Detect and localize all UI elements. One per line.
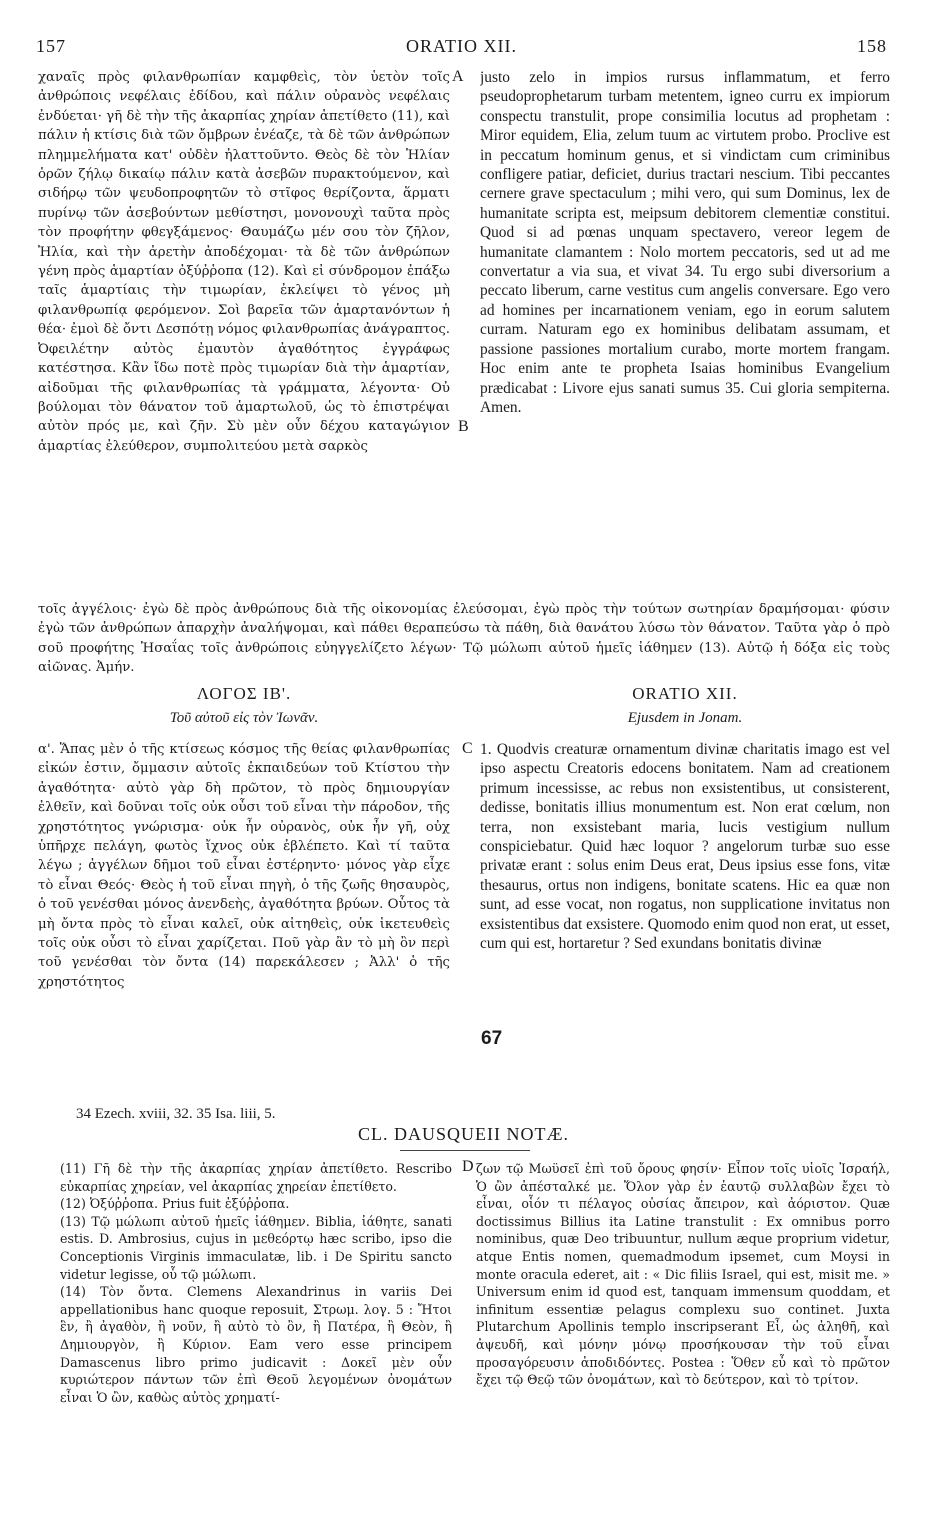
note-12: (12) Ὀξύῤῥοπα. Prius fuit ἐξύῤῥοπα.	[60, 1196, 290, 1212]
page-header	[36, 36, 887, 58]
latin-section-title: ORATIO XII.	[632, 684, 738, 703]
greek-body-column: α'. Ἅπας μὲν ὁ τῆς κτίσεως κόσμος τῆς θείας φιλανθρωπίας εἰκών ἐστιν, ὄμμασιν αὐτοῖς ἐκπαιδεύων τοῦ Κτίστου τὴν ἀγαθότητα· αὐτὸ γὰρ δὴ πρῶτον, τὸ πρὸς δημιουργίαν ἐλθεῖν, καὶ δοῦναι τοῖς οὐκ οὖσι τοῦ εἶναι τὴν πάροδον, τῆς χρηστότητος γνώρισμα· οὐκ ἦν οὐρανὸς, οὐκ ἦν γῆ, οὐχ ὑπῆρχε πελάγη, φωτὸς ἴχνος οὐκ ἐβλέπετο. Καὶ τί ταῦτα λέγω ; ἀγγέλων δῆμοι τοῦ εἶναι ἐστέρηντο· μόνος γὰρ εἶχε τὸ εἶναι Θεός· Θεὸς ἡ τοῦ εἶναι πηγὴ, ὁ τῆς ζωῆς θησαυρὸς, ὁ τοῦ γενέσθαι μόνος ἀνενδεὴς, ἀγαθότητα βρύων. Οὗτος τὰ μὴ ὄντα πρὸς τὸ εἶναι καλεῖ, οὐκ αἰτηθεὶς, οὐκ ἱκετευθεὶς τοῖς οὐκ οὖσι τὸ εἶναι χαρίζεται. Ποῦ γὰρ ἂν τὸ μὴ ὂν περὶ τοῦ γενέσθαι τὸν ὄντα (14) παρεκάλεσεν ; Ἀλλ' ὁ τῆς χρηστότητος	[38, 742, 450, 990]
column-number: 67	[481, 1028, 503, 1049]
note-14: (14) Τὸν ὄντα. Clemens Alexandrinus in variis Dei appellationibus hanc quoque reposuit, Στρωμ. λογ. 5 : Ἤτοι ἓν, ἢ ἀγαθὸν, ἢ νοῦν, ἢ αὐτὸ τὸ ὂν, ἢ Πατέρα, ἢ Θεὸν, ἢ Δημιουργὸν, ἢ Κύριον. Eam vero esse principem Damascenus libro primo judicavit : Δοκεῖ μὲν οὖν κυριώτερον πάντων τῶν ἐπὶ Θεοῦ λεγομένων ὀνομάτων εἶναι Ὁ ὢν, καθὼς αὐτὸς χρηματί-	[60, 1284, 452, 1405]
greek-full-width-paragraph: τοῖς ἀγγέλοις· ἐγὼ δὲ πρὸς ἀνθρώπους διὰ τῆς οἰκονομίας ἐλεύσομαι, ἐγὼ πρὸς τὴν τούτων σωτηρίαν δραμήσομαι· φύσιν ἐγὼ τῶν ἀνθρώπων ἀπαρχὴν ἀναλήψομαι, καὶ πάθει θεραπεύσω τὰ πάθη, διὰ θανάτου λύσω τὸν θάνατον. Ταῦτα γὰρ ὁ πρὸ σοῦ προφήτης Ἠσαΐας τοῖς ἀνθρώποις εὐηγγελίζετο λέγων· Τῷ μώλωπι αὐτοῦ ἡμεῖς ἰάθημεν (13). Αὐτῷ ἡ δόξα εἰς τοὺς αἰῶνας. Ἀμήν.	[38, 602, 890, 676]
notes-title: CL. DAUSQUEII NOTÆ.	[358, 1124, 569, 1144]
greek-section-subtitle: Τοῦ αὐτοῦ εἰς τὸν Ἰωνᾶν.	[169, 710, 319, 726]
running-title: ORATIO XII.	[406, 36, 517, 56]
page-number-right: 158	[857, 36, 887, 56]
footnote-references: 34 Ezech. xviii, 32. 35 Isa. liii, 5.	[76, 1106, 276, 1122]
notes-left-column	[60, 1160, 452, 1460]
margin-mark-b: B	[458, 418, 469, 435]
latin-column-top: justo zelo in impios rursus inflammatum, et ferro pseudoprophetarum turbam metentem, igneo curru ex impiorum conspectu transtulit, prope consimilia locutus ad prophetam : Miror equidem, Elia, zelum tuum ac virtutem probo. Proclive est in peccatum hominum genus, et si vindictam cum criminibus confligere patiar, deficiet, durius tractari nescium. Tibi peccantes cernere grave spectaculum ; mihi vero, qui sum Dominus, lex de humanitate scripta est, meipsum debitorem clementiæ constitui. Quod si ad pœnas unquam spectavero, vereor legem de humanitate clamantem : Nolo mortem peccatoris, sed ut ad me convertatur a via sua, et vivat 34. Tu ergo subi diversorium a peccato liberum, carne vestitus cum angelis conversare. Ego vero ad homines per incarnationem veniam, ego in eorum salutem curram. Naturam ego ex hominibus delibatam assumam, et passione passiones mortalium curabo, morte mortem frangam. Hoc enim ante te propheta Isaias hominibus Evangelium prædicabat : Livore ejus sanati sumus 35. Cui gloria sempiterna. Amen.	[480, 69, 890, 416]
page-number-left: 157	[36, 36, 66, 56]
notes-right-column: ζων τῷ Μωϋσεῖ ἐπὶ τοῦ ὄρους φησίν· Εἶπον τοῖς υἱοῖς Ἰσραήλ, Ὁ ὢν ἀπέσταλκέ με. Ὅλον γὰρ ἐν ἑαυτῷ συλλαβὼν ἔχει τὸ εἶναι, οἷόν τι πέλαγος οὐσίας ἄπειρον, καὶ ἀόριστον. Quæ doctissimus Billius ita Latine transtulit : Ex omnibus porro nominibus, quæ Deo tribuuntur, nullum æque proprium videtur, atque Entis nomen, quemadmodum ipsemet, cum Moysi in monte oracula ederet, ait : « Dic filiis Israel, qui est, misit me. » Universum enim id quod est, tanquam immensum quoddam, et infinitum essentiæ pelagus complexu suo continet. Juxta Plutarchum Apollinis templo inscripserant Εἶ, ὡς ἀληθῆ, καὶ ἀψευδῆ, καὶ μόνην μόνῳ προσήκουσαν τὴν τοῦ εἶναι προσαγόρευσιν ἀποδιδόντες. Postea : Ὅθεν εὖ καὶ τὸ πρῶτον ἔχει τῷ Θεῷ τῶν ὀνομάτων, καὶ τὸ δεύτερον, καὶ τὸ τρίτον.	[476, 1161, 890, 1388]
note-11: (11) Γῆ δὲ τὴν τῆς ἀκαρπίας χηρίαν ἀπετίθετο. Rescribo εὐκαρπίας χηρείαν, vel ἀκαρπίας χηρείαν ἐπετίθετο.	[60, 1161, 452, 1194]
latin-body-column: 1. Quodvis creaturæ ornamentum divinæ charitatis imago est vel ipso aspectu Creatoris edocens bonitatem. Nam ad creationem primum incessisse, ac rebus non exsistentibus, ut consisterent, dedisse, bonitatis illius monumentum est. Non erat cœlum, non terra, non exsistebant maria, lucis vestigium nullum conspiciebatur. Quid hæc loquor ? angelorum turbæ suo esse privatæ erant : solus enim Deus erat, Deus ipsius esse fons, vitæ thesaurus, ortus non indigens, bonitate scatens. Hic ea quæ non sunt, ad esse vocat, non rogatus, non supplicatione invitatus non exsistentibus dat exsistere. Quomodo enim quod non erat, ut esset, cum qui est, hortaretur ? Sed exundans bonitatis divinæ	[480, 741, 890, 953]
note-13: (13) Τῷ μώλωπι αὐτοῦ ἡμεῖς ἰάθημεν. Biblia, ἰάθητε, sanati estis. D. Ambrosius, cujus in μεθεόρτῳ hæc scribo, ipso die Conceptionis Virginis immaculatæ, lib. i De Spiritu sancto videtur legisse, οὗ τῷ μώλωπι.	[60, 1213, 452, 1282]
margin-mark-a: A	[452, 68, 464, 85]
margin-mark-c: C	[462, 740, 473, 757]
latin-section-subtitle: Ejusdem in Jonam.	[627, 710, 743, 726]
greek-column-top: χαναῖς πρὸς φιλανθρωπίαν καμφθεὶς, τὸν ὑετὸν τοῖς ἀνθρώποις νεφέλαις ἐδίδου, καὶ πάλιν οὐρανὸς νεφέλαις ἐνδύεται· γῆ δὲ τὴν τῆς ἀκαρπίας χηρίαν ἀπετίθετο (11), καὶ πάλιν ἡ κτίσις διὰ τῶν ὄμβρων ἐνέαζε, τὰ δὲ τῶν ἀνθρώπων πλημμελήματα κατ' οὐδὲν ἠλαττοῦντο. Θεὸς δὲ τὸν Ἠλίαν ὁρῶν ζήλῳ δικαίῳ πάλιν κατὰ ἀσεβῶν πυρακτούμενον, καὶ σιδήρῳ τῶν ψευδοπροφητῶν τὸ στῖφος θερίζοντα, ἅρματι πυρίνῳ τῶν ἀσεβούντων μεθίστησι, μονονουχὶ ταῦτα πρὸς τὸν προφήτην φθεγξάμενος· Θαυμάζω μέν σου τὸν ζῆλον, Ἠλία, καὶ τὴν ἀρετὴν ἀποδέχομαι· τὰ δὲ τῶν ἀνθρώπων γένη πρὸς ἁμαρτίαν ὀξύῤῥοπα (12). Καὶ εἰ σύνδρομον ἐπάξω ταῖς ἁμαρτίαις τὴν τιμωρίαν, ἐκλείψει τὸ γένος μὴ φιλανθρωπίᾳ φερόμενον. Σοὶ βαρεῖα τῶν ἁμαρτανόντων ἡ θέα· ἐμοὶ δὲ ὄντι Δεσπότῃ νόμος φιλανθρωπίας ἀνάγραπτος. Ὀφειλέτην αὐτὸς ἐμαυτὸν ἀγαθότητος ἐγγράφως κατέστησα. Κἂν ἴδω ποτὲ πρὸς τιμωρίαν διὰ τὴν ἁμαρτίαν, αἰδοῦμαι τῆς φιλανθρωπίας τὰ γράμματα, λέγοντα· Οὐ βούλομαι τὸν θάνατον τοῦ ἁμαρτωλοῦ, ὡς τὸ ἐπιστρέψαι αὐτὸν πρός με, καὶ ζῆν. Σὺ μὲν οὖν δέχου καταγώγιον ἁμαρτίας ἐλεύθερον, συμπολιτεύου μετὰ σαρκὸς	[38, 70, 450, 454]
margin-mark-d: D	[462, 1158, 474, 1175]
greek-section-title: ΛΟΓΟΣ ΙΒ'.	[196, 684, 292, 703]
notes-divider	[400, 1150, 530, 1151]
